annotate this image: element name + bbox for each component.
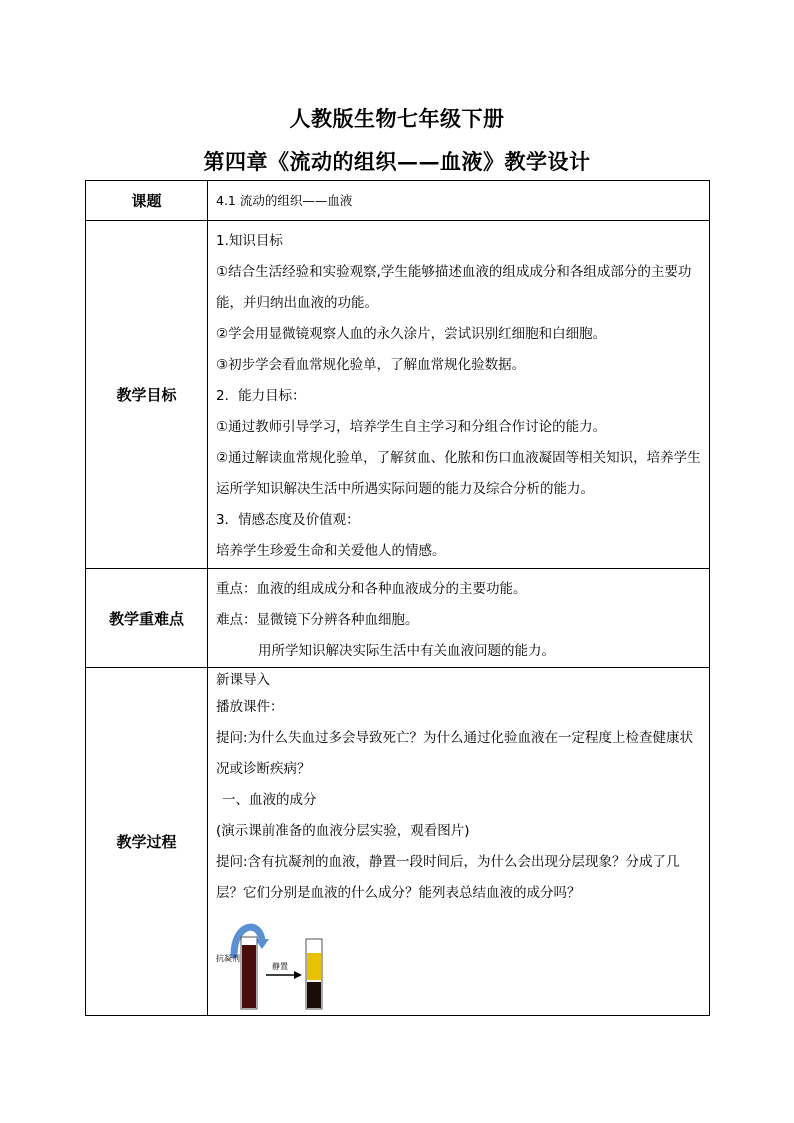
- process-line: (演示课前准备的血液分层实验，观看图片): [216, 823, 470, 839]
- tube-right-plasma-icon: [307, 953, 321, 980]
- settle-label: 静置: [272, 962, 288, 971]
- tube-right-buffy-icon: [307, 980, 321, 982]
- row-keypoints: [86, 569, 710, 668]
- blood-layering-figure: [216, 915, 366, 1015]
- keypoints-content: [208, 569, 710, 668]
- goal-line: 1.知识目标: [216, 233, 283, 249]
- goal-line: 2．能力目标：: [216, 388, 306, 404]
- row-goals: [86, 221, 710, 569]
- goal-line: ②学会用显微镜观察人血的永久涂片，尝试识别红细胞和白细胞。: [216, 326, 607, 342]
- tube-right-cells-icon: [307, 982, 321, 1008]
- keypoint-line: 难点：显微镜下分辨各种血细胞。: [216, 612, 419, 628]
- process-content: [208, 668, 710, 1016]
- goal-line: ③初步学会看血常规化验单，了解血常规化验数据。: [216, 357, 526, 373]
- row-process: [86, 668, 710, 1016]
- goals-label: 教学目标: [86, 221, 208, 569]
- tube-left-blood-icon: [242, 945, 256, 1008]
- goal-line: ②通过解读血常规化验单，了解贫血、化脓和伤口血液凝固等相关知识，培养学生运所学知识解决生活中所遇实际问题的能力及综合分析的能力。: [216, 450, 701, 497]
- process-line: 新课导入: [216, 672, 270, 688]
- goal-line: ①通过教师引导学习，培养学生自主学习和分组合作讨论的能力。: [216, 419, 607, 435]
- process-line: 播放课件：: [216, 699, 284, 715]
- settle-arrow-head-icon: [294, 971, 302, 979]
- row-topic: [86, 181, 710, 221]
- topic-label: 课题: [86, 181, 208, 221]
- goal-line: 3．情感态度及价值观：: [216, 512, 360, 528]
- process-line: 一、血液的成分: [222, 792, 317, 808]
- goal-line: 培养学生珍爱生命和关爱他人的情感。: [216, 543, 446, 559]
- test-tube-illustration: [216, 915, 366, 1015]
- process-label: 教学过程: [86, 668, 208, 1016]
- process-line: 提问:为什么失血过多会导致死亡？为什么通过化验血液在一定程度上检查健康状况或诊断疾病？: [216, 730, 694, 777]
- lesson-plan-table: [85, 180, 710, 1016]
- goal-line: ①结合生活经验和实验观察,学生能够描述血液的组成成分和各组成部分的主要功能，并归纳出血液的功能。: [216, 264, 692, 311]
- anticoagulant-label: 抗凝剂: [216, 954, 240, 963]
- document-title: 人教版生物七年级下册: [289, 106, 505, 131]
- document-subtitle: 第四章《流动的组织——血液》教学设计: [203, 149, 591, 174]
- topic-value-cell: [208, 181, 710, 221]
- goals-content: [208, 221, 710, 569]
- topic-value: 4.1 流动的组织——血液: [216, 193, 353, 208]
- process-line: 提问:含有抗凝剂的血液，静置一段时间后，为什么会出现分层现象？分成了几层？它们分别是血液的什么成分？能列表总结血液的成分吗？: [216, 854, 680, 901]
- keypoints-label: 教学重难点: [86, 569, 208, 668]
- keypoint-line: 用所学知识解决实际生活中有关血液问题的能力。: [258, 643, 555, 659]
- keypoint-line: 重点：血液的组成成分和各种血液成分的主要功能。: [216, 581, 527, 597]
